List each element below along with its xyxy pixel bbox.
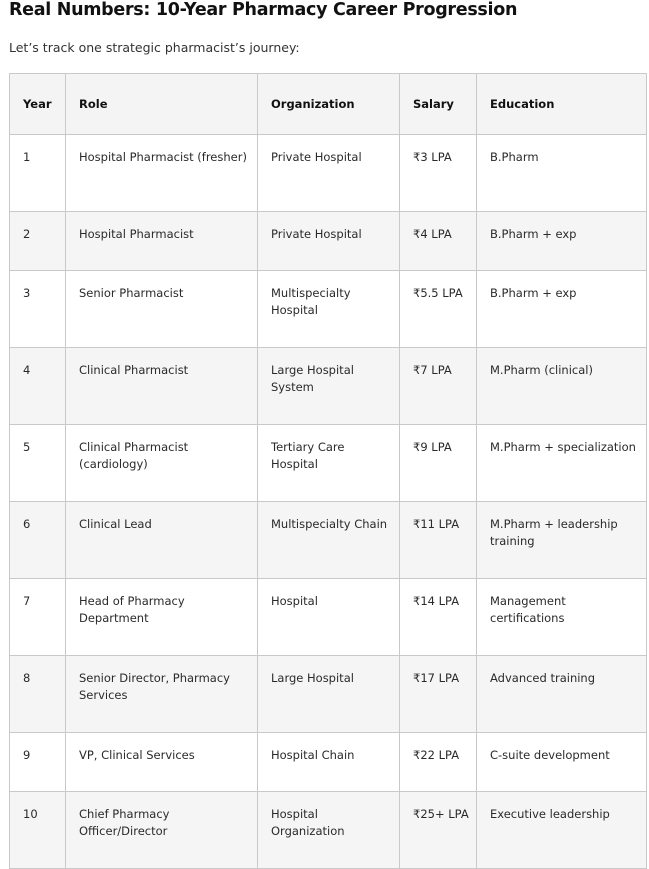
table-row bbox=[10, 135, 647, 212]
cell-salary: ₹14 LPA bbox=[400, 579, 477, 656]
cell-organization: Hospital bbox=[258, 579, 400, 656]
cell-role: Hospital Pharmacist bbox=[66, 212, 258, 271]
cell-salary: ₹3 LPA bbox=[400, 135, 477, 212]
cell-education: Management certifications bbox=[477, 579, 647, 656]
cell-organization: Hospital Organization bbox=[258, 792, 400, 869]
cell-organization: Tertiary Care Hospital bbox=[258, 425, 400, 502]
cell-organization: Multispecialty Chain bbox=[258, 502, 400, 579]
cell-year: 9 bbox=[10, 733, 66, 792]
intro-text: Let’s track one strategic pharmacist’s journey: bbox=[9, 40, 300, 55]
table-row bbox=[10, 656, 647, 733]
cell-role: Chief Pharmacy Officer/Director bbox=[66, 792, 258, 869]
cell-education: B.Pharm bbox=[477, 135, 647, 212]
cell-role: Clinical Pharmacist (cardiology) bbox=[66, 425, 258, 502]
table-row bbox=[10, 212, 647, 271]
cell-education: C-suite development bbox=[477, 733, 647, 792]
cell-education: M.Pharm + leadership training bbox=[477, 502, 647, 579]
cell-education: B.Pharm + exp bbox=[477, 271, 647, 348]
page-title: Real Numbers: 10-Year Pharmacy Career Progression bbox=[9, 0, 518, 20]
cell-salary: ₹22 LPA bbox=[400, 733, 477, 792]
cell-education: M.Pharm + specialization bbox=[477, 425, 647, 502]
cell-salary: ₹25+ LPA bbox=[400, 792, 477, 869]
cell-year: 4 bbox=[10, 348, 66, 425]
cell-organization: Large Hospital bbox=[258, 656, 400, 733]
cell-education: M.Pharm (clinical) bbox=[477, 348, 647, 425]
cell-salary: ₹5.5 LPA bbox=[400, 271, 477, 348]
cell-role: Clinical Pharmacist bbox=[66, 348, 258, 425]
table-row bbox=[10, 579, 647, 656]
cell-year: 5 bbox=[10, 425, 66, 502]
cell-salary: ₹7 LPA bbox=[400, 348, 477, 425]
career-progression-table bbox=[9, 73, 647, 869]
table-header-row bbox=[10, 74, 647, 135]
cell-education: B.Pharm + exp bbox=[477, 212, 647, 271]
header-education: Education bbox=[477, 74, 647, 135]
cell-role: Senior Director, Pharmacy Services bbox=[66, 656, 258, 733]
table-row bbox=[10, 502, 647, 579]
cell-role: Clinical Lead bbox=[66, 502, 258, 579]
cell-role: Hospital Pharmacist (fresher) bbox=[66, 135, 258, 212]
table-row bbox=[10, 425, 647, 502]
cell-salary: ₹9 LPA bbox=[400, 425, 477, 502]
cell-organization: Private Hospital bbox=[258, 212, 400, 271]
cell-salary: ₹17 LPA bbox=[400, 656, 477, 733]
cell-year: 6 bbox=[10, 502, 66, 579]
cell-organization: Hospital Chain bbox=[258, 733, 400, 792]
table-row bbox=[10, 733, 647, 792]
cell-year: 1 bbox=[10, 135, 66, 212]
cell-role: Senior Pharmacist bbox=[66, 271, 258, 348]
cell-year: 10 bbox=[10, 792, 66, 869]
cell-organization: Large Hospital System bbox=[258, 348, 400, 425]
cell-organization: Multispecialty Hospital bbox=[258, 271, 400, 348]
cell-salary: ₹11 LPA bbox=[400, 502, 477, 579]
table-row bbox=[10, 348, 647, 425]
cell-year: 3 bbox=[10, 271, 66, 348]
cell-education: Executive leadership bbox=[477, 792, 647, 869]
header-salary: Salary bbox=[400, 74, 477, 135]
header-role: Role bbox=[66, 74, 258, 135]
header-year: Year bbox=[10, 74, 66, 135]
cell-salary: ₹4 LPA bbox=[400, 212, 477, 271]
cell-year: 8 bbox=[10, 656, 66, 733]
cell-year: 2 bbox=[10, 212, 66, 271]
cell-role: VP, Clinical Services bbox=[66, 733, 258, 792]
header-organization: Organization bbox=[258, 74, 400, 135]
cell-year: 7 bbox=[10, 579, 66, 656]
cell-organization: Private Hospital bbox=[258, 135, 400, 212]
table-row bbox=[10, 271, 647, 348]
cell-education: Advanced training bbox=[477, 656, 647, 733]
table-row bbox=[10, 792, 647, 869]
cell-role: Head of Pharmacy Department bbox=[66, 579, 258, 656]
